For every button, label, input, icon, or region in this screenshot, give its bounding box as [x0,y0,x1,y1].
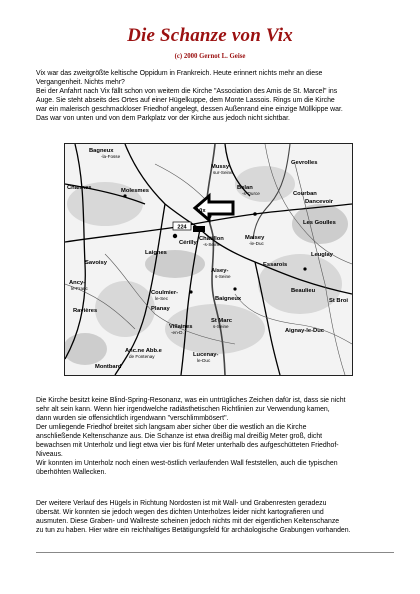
text-line: Vergangenheit. Nichts mehr? [36,79,125,86]
map-place-label: Coulmier- [151,290,179,296]
map-place-label: Beaulieu [291,288,316,294]
text-line: anschließende Keltenschanze aus. Die Schanze ist etwa dreißig mal dreißig Meter groß, dicht [36,433,323,440]
map-place-sublabel: le-Franc [71,286,88,291]
map-place-sublabel: -s-Seine [203,242,221,247]
text-line: Der umliegende Friedhof breitet sich langsam aber sicher über die westlich an die Kirche [36,424,307,431]
text-line: Niveaus. [36,451,63,458]
text-line: Bei der Anfahrt nach Vix fällt schon von weitem die Kirche "Association des Amis de St. Marcel" ins [36,88,338,95]
map-place-label: Baigneux [215,296,242,302]
map-place-label: Dancevoir [305,199,334,205]
map-place-label: Essarois [263,262,288,268]
map-place-label: Ancy- [69,280,86,286]
map-place-sublabel: -le-Duc [249,241,264,246]
body-paragraph [36,396,396,477]
map-place-sublabel: -en-D. [171,330,184,335]
text-line: war ein malerisch geschmackloser Friedhof angelegt, dessen Außenrand eine einzige Müllkippe war. [36,106,343,113]
text-line: sehr alt sein kann. Wenn hier irgendwelche radiästhetischen Richtlinien zur Verwendung kamen, [36,406,330,413]
map-place-label: Villaines [169,324,193,330]
text-line: ausmuten. Diese Graben- und Wallreste scheinen jedoch nichts mit der eigentlichen Keltenschanze [36,518,340,525]
text-line: Der weitere Verlauf des Hügels in Richtung Nordosten ist mit Wall- und Grabenresten geradezu [36,500,327,507]
map-place-label: St Marc [211,318,232,324]
map-place-label: Aisey- [211,268,229,274]
text-line: Wir konnten im Unterholz noch einen west-östlich verlaufenden Wall feststellen, auch die typischen [36,460,338,467]
intro-paragraph [36,69,396,123]
map-place-label: Savoisy [85,260,107,266]
map-place-label: Belan [237,185,253,191]
closing-paragraph [36,499,396,535]
text-line: überhöhten Wallecken. [36,469,107,476]
map-place-label: Mussy- [211,164,231,170]
text-line: übersät. Wir konnten sie jedoch wegen des dichten Unterholzes leider nicht kartografieren und [36,509,324,516]
map-place-sublabel: le-Duc [197,358,211,363]
map-place-label: Maisey [245,235,265,241]
region-map [64,143,353,376]
footer-divider [36,552,394,553]
map-place-label: Gevrolles [291,160,318,166]
map-place-label: Les Goulles [303,220,336,226]
map-place-label: Molesmes [121,188,150,194]
map-place-label: Vix [197,208,206,214]
map-place-label: Leuglay [311,252,333,258]
map-place-label: Lucenay- [193,352,219,358]
map-place-sublabel: s-Seine [215,274,231,279]
map-place-label: Planay [151,306,170,312]
map-place-label: Cérilly [179,240,197,246]
map-place-label: Ravières [73,308,98,314]
text-line: Auge. Sie steht abseits des Ortes auf einer Hügelkuppe, dem Monte Lassois. Rings um die Kirche [36,97,335,104]
map-place-label: Anc.ne Abb.e [125,348,162,354]
map-place-label: Courban [293,191,317,197]
map-place-label: Channes [67,185,92,191]
copyright-line: (c) 2000 Gernot L. Geise [174,53,246,60]
map-place-label: Aignay-le-Duc [285,328,324,334]
text-line: Die Kirche besitzt keine Blind-Spring-Resonanz, was ein untrügliches Zeichen dafür ist, dass sie nicht [36,397,346,404]
map-place-sublabel: sur-Seine [213,170,233,175]
map-place-label: Montbard [95,364,122,370]
page-title: Die Schanze von Vix [127,25,293,46]
text-line: dann wurden sie offensichtlich irgendwann "verschlimmbösert". [36,415,229,422]
map-place-label: Bagneux [89,148,114,154]
map-place-label: St Broi [329,298,349,304]
text-line: zu tun zu haben. Hier wäre ein reichhaltiges Betätigungsfeld für archäologische Grabungen vorhanden. [36,527,351,534]
map-place-sublabel: -la-Fosse [101,154,121,159]
map-place-label: Châtillon [199,236,224,242]
text-line: bewachsen mit Unterholz und liegt etwa vier bis fünf Meter unterhalb des aufgeschütteten Friedhof- [36,442,339,449]
map-place-sublabel: -s-Ource [242,191,260,196]
map-place-sublabel: de Fontenay [129,354,155,359]
map-place-sublabel: s-Seine [213,324,229,329]
map-place-label: Laignes [145,250,167,256]
text-line: Das war von unten und von dem Parkplatz vor der Kirche aus jedoch nicht sichtbar. [36,115,290,122]
text-line: Vix war das zweitgrößte keltische Oppidum in Frankreich. Heute erinnert nichts mehr an diese [36,70,323,77]
route-number-label: 224 [177,224,187,231]
map-place-sublabel: le-Sec [155,296,169,301]
